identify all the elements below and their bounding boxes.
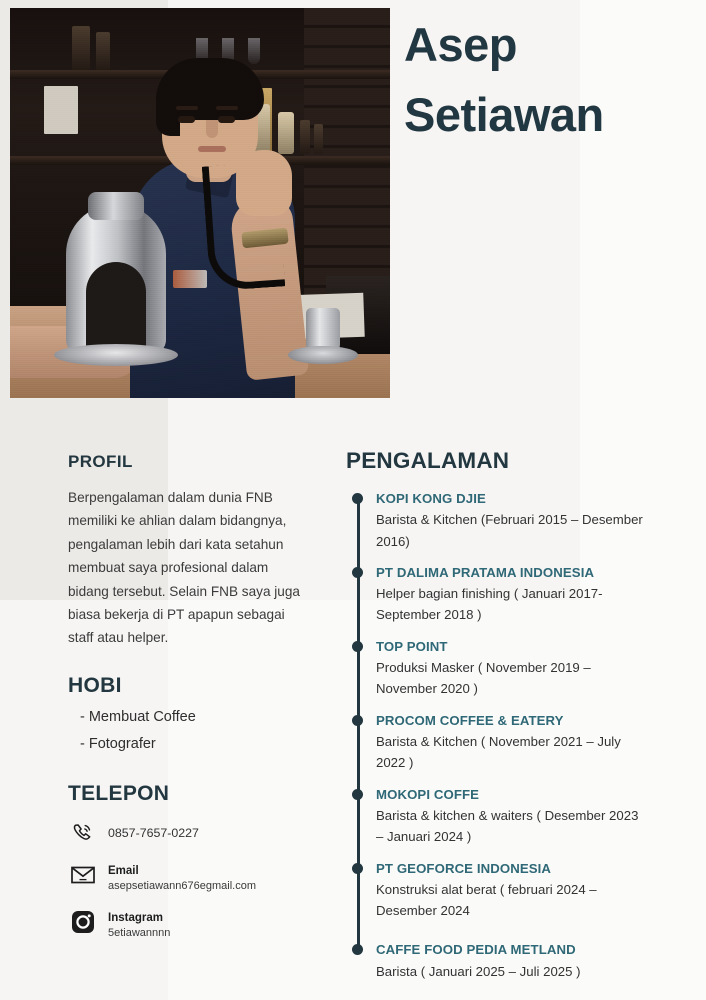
experience-item [376, 490, 646, 552]
profile-text: Berpengalaman dalam dunia FNB memiliki ke ahlian dalam bidangnya, pengalaman lebih dari kata setahun membuat saya profesional dalam bidang tersebut. Selain FNB saya juga biasa bekerja di PT apapun sebagai staff atau helper. [68, 490, 300, 646]
contact-email[interactable] [68, 860, 318, 895]
hobi-item: - Membuat Coffee [80, 708, 196, 725]
contact-phone[interactable] [68, 818, 318, 848]
experience-company: KOPI KONG DJIE [376, 491, 486, 506]
experience-item [376, 941, 646, 982]
profile-heading: PROFIL [68, 452, 133, 471]
hobi-heading: HOBI [68, 673, 122, 697]
experience-timeline [346, 490, 646, 982]
first-name: Asep [404, 18, 517, 71]
experience-item [376, 712, 646, 774]
email-icon [68, 860, 98, 890]
experience-company: PROCOM COFFEE & EATERY [376, 712, 564, 728]
email-value: asepsetiawann676egmail.com [108, 879, 256, 892]
experience-role: Barista ( Januari 2025 – Juli 2025 ) [376, 963, 581, 979]
instagram-handle: 5etiawannnn [108, 926, 171, 939]
experience-item [376, 860, 646, 922]
experience-company: MOKOPI COFFE [376, 786, 480, 802]
instagram-icon [68, 907, 98, 937]
experience-item [376, 638, 646, 700]
experience-role: Barista & Kitchen ( November 2021 – July 2022 ) [376, 733, 621, 771]
phone-number: 0857-7657-0227 [108, 825, 199, 840]
experience-company: TOP POINT [376, 638, 448, 654]
right-column [346, 448, 646, 994]
experience-item [376, 786, 646, 848]
experience-heading: PENGALAMAN [346, 448, 510, 473]
last-name: Setiawan [404, 87, 604, 141]
email-label: Email [108, 864, 139, 877]
timeline-dot-icon [352, 493, 363, 504]
experience-role: Barista & kitchen & waiters ( Desember 2023 – Januari 2024 ) [376, 807, 639, 845]
timeline-dot-icon [352, 567, 363, 578]
profile-photo [10, 8, 390, 398]
candidate-name [404, 10, 696, 149]
timeline-dot-icon [352, 863, 363, 874]
instagram-label: Instagram [108, 911, 163, 924]
contact-phone-text [108, 823, 199, 843]
timeline-dot-icon [352, 944, 363, 955]
timeline-dot-icon [352, 715, 363, 726]
contact-email-text [108, 860, 256, 895]
experience-company: PT GEOFORCE INDONESIA [376, 860, 552, 876]
experience-role: Produksi Masker ( November 2019 – November 2020 ) [376, 659, 591, 697]
experience-item [376, 564, 646, 626]
telepon-heading: TELEPON [68, 781, 170, 805]
timeline-dot-icon [352, 789, 363, 800]
hobi-list [68, 704, 318, 758]
left-column [68, 452, 318, 953]
contact-instagram-text [108, 907, 170, 942]
contact-instagram[interactable] [68, 907, 318, 942]
contact-list [68, 818, 318, 942]
timeline-dot-icon [352, 641, 363, 652]
experience-role: Helper bagian finishing ( Januari 2017- September 2018 ) [376, 586, 603, 623]
experience-role: Barista & Kitchen (Februari 2015 – Desember 2016) [376, 512, 643, 549]
phone-icon [68, 818, 98, 848]
experience-role: Konstruksi alat berat ( februari 2024 – Desember 2024 [376, 881, 597, 919]
photo-illustration [10, 8, 390, 398]
hobi-item: - Fotografer [80, 735, 156, 752]
experience-company: PT DALIMA PRATAMA INDONESIA [376, 564, 595, 580]
experience-company: CAFFE FOOD PEDIA METLAND [376, 942, 576, 958]
